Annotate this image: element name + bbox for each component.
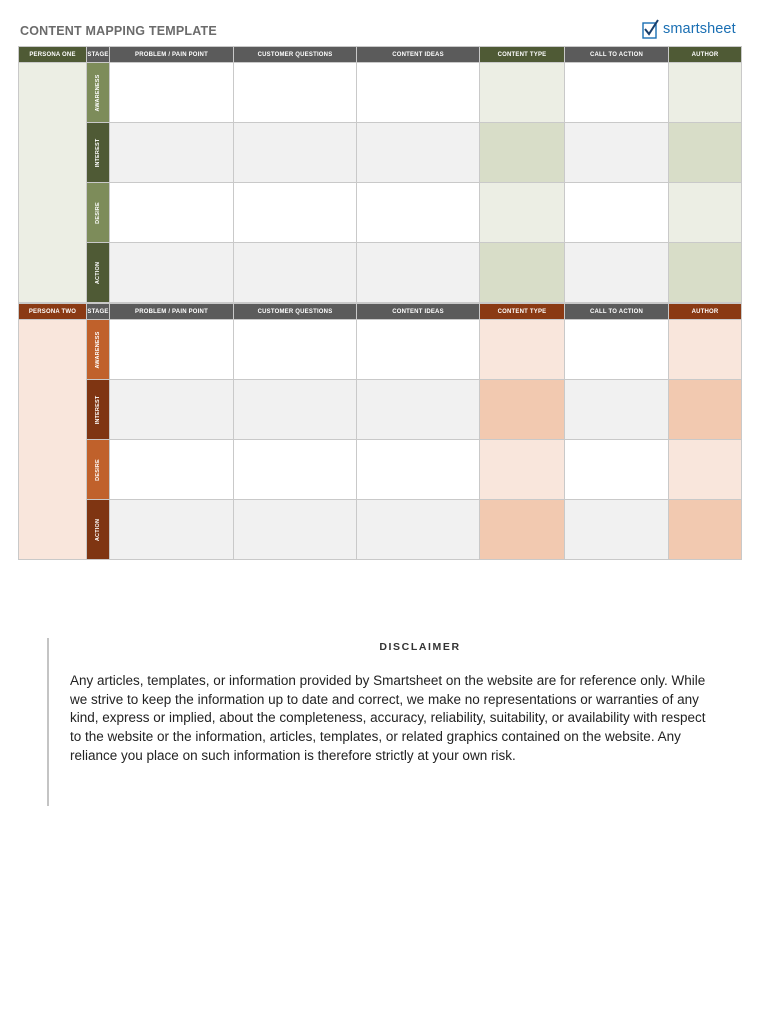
stage-label: DESIRE [95,201,101,224]
problem-cell[interactable] [110,380,234,440]
col-call-to-action: CALL TO ACTION [565,304,669,320]
ideas-cell[interactable] [357,63,480,123]
author-cell[interactable] [669,500,742,560]
stage-label: INTEREST [95,138,101,167]
col-author: AUTHOR [669,304,742,320]
ideas-cell[interactable] [357,440,480,500]
questions-cell[interactable] [234,63,357,123]
col-content-ideas: CONTENT IDEAS [357,304,480,320]
call-to-action-cell[interactable] [565,63,669,123]
col-author: AUTHOR [669,47,742,63]
disclaimer-divider [47,638,49,806]
call-to-action-cell[interactable] [565,183,669,243]
problem-cell[interactable] [110,500,234,560]
ideas-cell[interactable] [357,320,480,380]
checkmark-logo-icon [642,19,660,39]
questions-cell[interactable] [234,243,357,303]
ideas-cell[interactable] [357,183,480,243]
questions-cell[interactable] [234,123,357,183]
call-to-action-cell[interactable] [565,500,669,560]
smartsheet-logo[interactable] [642,18,736,40]
persona-one-label: PERSONA ONE [19,47,87,63]
questions-cell[interactable] [234,440,357,500]
stage-row-action [19,243,742,303]
stage-row-desire [19,183,742,243]
col-stage: STAGE [87,304,110,320]
persona-one-table [18,46,742,303]
stage-label: AWARENESS [95,74,101,111]
author-cell[interactable] [669,183,742,243]
stage-awareness [87,320,110,380]
content-type-cell[interactable] [480,63,565,123]
call-to-action-cell[interactable] [565,380,669,440]
col-customer-questions: CUSTOMER QUESTIONS [234,47,357,63]
stage-awareness [87,63,110,123]
persona-one-cell[interactable] [19,63,87,303]
persona-two-table [18,303,742,560]
stage-row-interest [19,380,742,440]
problem-cell[interactable] [110,63,234,123]
problem-cell[interactable] [110,440,234,500]
author-cell[interactable] [669,380,742,440]
questions-cell[interactable] [234,380,357,440]
content-type-cell[interactable] [480,380,565,440]
author-cell[interactable] [669,123,742,183]
author-cell[interactable] [669,320,742,380]
header-row [19,47,742,63]
stage-interest [87,123,110,183]
content-type-cell[interactable] [480,440,565,500]
call-to-action-cell[interactable] [565,123,669,183]
ideas-cell[interactable] [357,380,480,440]
ideas-cell[interactable] [357,243,480,303]
col-problem-pain-point: PROBLEM / PAIN POINT [110,304,234,320]
stage-label: DESIRE [95,458,101,481]
disclaimer-text: Any articles, templates, or information provided by Smartsheet on the website are for reference only. While we strive to keep the information up to date and correct, we make no representations or warranties of any kind, express or implied, about the completeness, accuracy, reliability, suitability, or availability with respect to the website or the information, articles, templates, or related graphics contained on the website. Any reliance you place on such information is therefore strictly at your own risk. [70,673,706,763]
col-content-ideas: CONTENT IDEAS [357,47,480,63]
stage-row-interest [19,123,742,183]
col-call-to-action: CALL TO ACTION [565,47,669,63]
stage-label: ACTION [95,518,101,541]
stage-row-awareness [19,63,742,123]
stage-action [87,243,110,303]
stage-label: ACTION [95,261,101,284]
questions-cell[interactable] [234,320,357,380]
problem-cell[interactable] [110,320,234,380]
content-type-cell[interactable] [480,123,565,183]
stage-desire [87,183,110,243]
author-cell[interactable] [669,440,742,500]
questions-cell[interactable] [234,500,357,560]
stage-desire [87,440,110,500]
call-to-action-cell[interactable] [565,440,669,500]
call-to-action-cell[interactable] [565,320,669,380]
content-type-cell[interactable] [480,320,565,380]
persona-two-label: PERSONA TWO [19,304,87,320]
ideas-cell[interactable] [357,500,480,560]
ideas-cell[interactable] [357,123,480,183]
problem-cell[interactable] [110,243,234,303]
disclaimer-title: DISCLAIMER [379,641,461,653]
stage-row-action [19,500,742,560]
logo-text: smartsheet [663,21,736,37]
col-content-type: CONTENT TYPE [480,47,565,63]
problem-cell[interactable] [110,123,234,183]
col-problem-pain-point: PROBLEM / PAIN POINT [110,47,234,63]
persona-two-cell[interactable] [19,320,87,560]
content-type-cell[interactable] [480,183,565,243]
col-stage: STAGE [87,47,110,63]
content-type-cell[interactable] [480,243,565,303]
stage-row-desire [19,440,742,500]
stage-action [87,500,110,560]
content-type-cell[interactable] [480,500,565,560]
author-cell[interactable] [669,243,742,303]
stage-label: INTEREST [95,395,101,424]
col-content-type: CONTENT TYPE [480,304,565,320]
stage-row-awareness [19,320,742,380]
questions-cell[interactable] [234,183,357,243]
page-title: CONTENT MAPPING TEMPLATE [20,24,217,38]
stage-interest [87,380,110,440]
problem-cell[interactable] [110,183,234,243]
col-customer-questions: CUSTOMER QUESTIONS [234,304,357,320]
author-cell[interactable] [669,63,742,123]
call-to-action-cell[interactable] [565,243,669,303]
stage-label: AWARENESS [95,331,101,368]
header-row [19,304,742,320]
